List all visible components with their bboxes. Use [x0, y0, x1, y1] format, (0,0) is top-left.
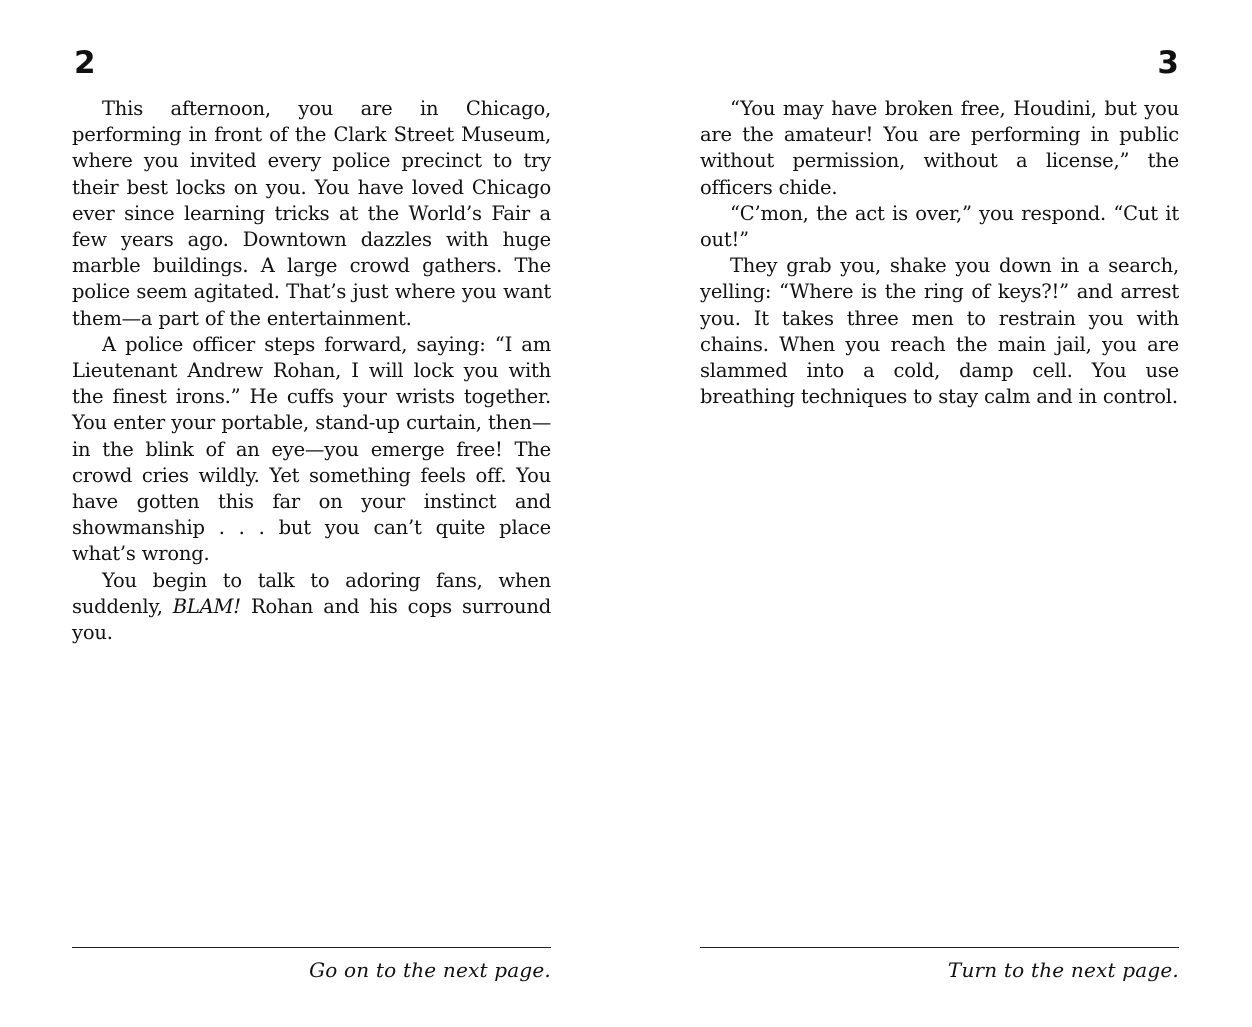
right-page: [700, 0, 1179, 1027]
footer-instruction: Turn to the next page.: [947, 958, 1179, 982]
paragraph: “You may have broken free, Houdini, but you are the amateur! You are performing in public without permission, without a license,” the officers chide.: [700, 97, 1179, 199]
left-page: [72, 0, 551, 1027]
paragraph: A police officer steps forward, saying: “I am Lieutenant Andrew Rohan, I will lock you with the finest irons.” He cuffs your wrists together. You enter your portable, stand-up curtain, then—in the blink of an eye—you emerge free! The crowd cries wildly. Yet something feels off. You have gotten this far on your instinct and showmanship . . . but you can’t quite place what’s wrong.: [72, 332, 551, 566]
emphasis-text: BLAM!: [172, 594, 241, 618]
paragraph-text: You begin to talk to adoring fans, when suddenly,: [72, 568, 551, 618]
paragraph: “C’mon, the act is over,” you respond. “Cut it out!”: [700, 201, 1179, 252]
footer-divider: [700, 947, 1179, 948]
paragraph-text: Rohan and his cops surround you.: [72, 594, 551, 645]
page-number: 2: [74, 45, 96, 81]
footer-divider: [72, 947, 551, 948]
page-number: 3: [1157, 45, 1179, 81]
paragraph: [72, 568, 551, 647]
paragraph: They grab you, shake you down in a search, yelling: “Where is the ring of keys?!” and arrest you. It takes three men to restrain you with chains. When you reach the main jail, you are slammed into a cold, damp cell. You use breathing techniques to stay calm and in control.: [700, 254, 1179, 409]
body-text: [700, 96, 1179, 410]
paragraph: This afternoon, you are in Chicago, performing in front of the Clark Street Museum, where you invited every police precinct to try their best locks on you. You have loved Chicago ever since learning tricks at the World’s Fair a few years ago. Downtown dazzles with huge marble buildings. A large crowd gathers. The police seem agitated. That’s just where you want them—a part of the entertainment.: [72, 97, 551, 330]
body-text: [72, 96, 551, 646]
footer-instruction: Go on to the next page.: [309, 958, 551, 982]
